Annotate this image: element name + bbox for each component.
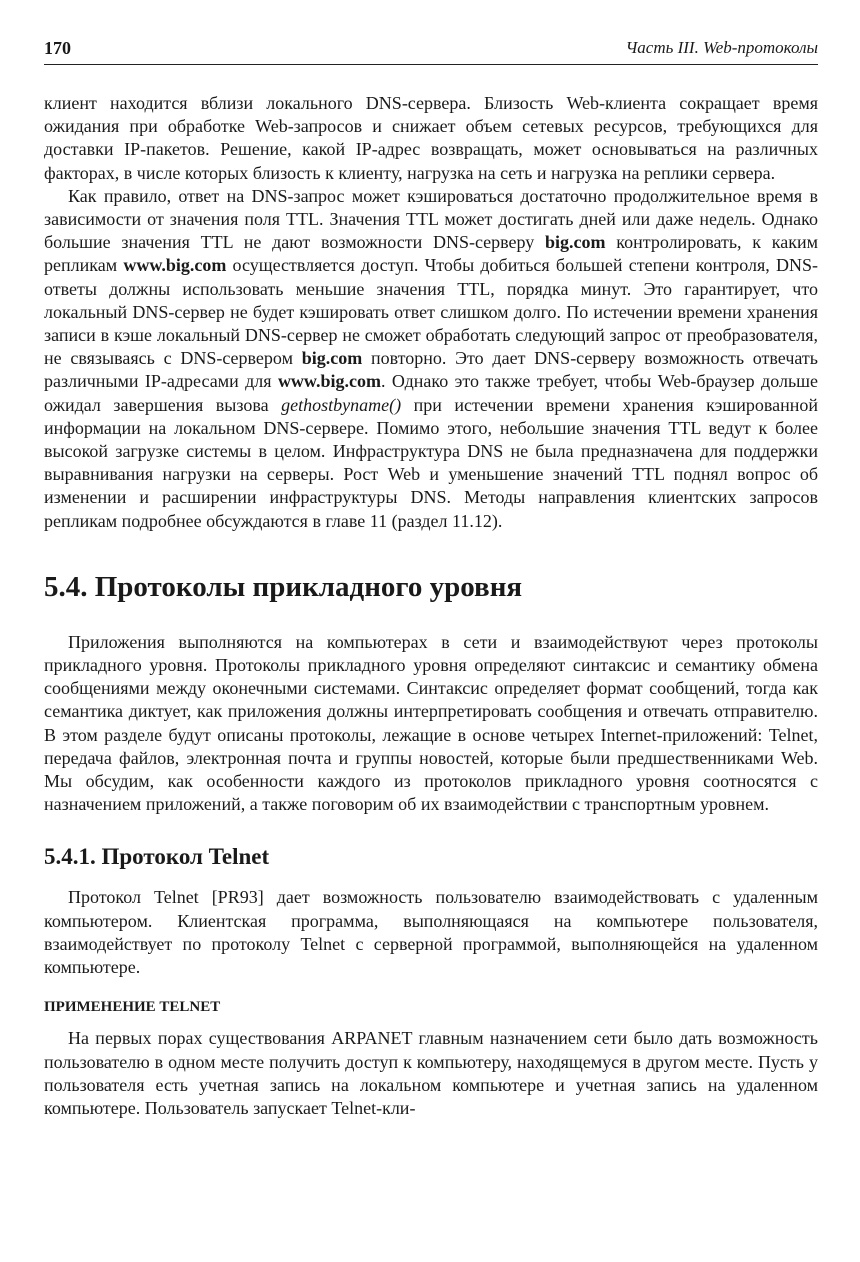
running-title: Часть III. Web-протоколы bbox=[625, 38, 818, 57]
domain-name: www.big.com bbox=[277, 371, 381, 392]
domain-name: big.com bbox=[545, 232, 606, 253]
text-run: осуществляется доступ. Чтобы добиться большей степени контроля, DNS-ответы должны использовать меньшие значения TTL, порядка минут. Это гарантирует, что локальный DNS-сервер не будет кэшировать ответ слишком долго. По истечении времени хранения записи в кэше локальный DNS-сервер не сможет обработать следующий запрос от преобразователя, не связываясь с DNS-сервером bbox=[44, 255, 819, 369]
subsection-heading: 5.4.1. Протокол Telnet bbox=[44, 844, 270, 870]
page-header bbox=[44, 38, 818, 65]
domain-name: big.com bbox=[301, 348, 363, 369]
function-name: gethostbyname() bbox=[281, 394, 402, 415]
paragraph-telnet-intro: Протокол Telnet [PR93] дает возможность пользователю взаимодействовать с удаленным компьютером. Клиентская программа, выполняющаяся на компьютере пользователя, взаимодействует по протоколу Telnet с серверной программой, выполняющейся на удаленном компьютере. bbox=[44, 887, 818, 978]
page-number: 170 bbox=[44, 38, 71, 58]
text-run: при истечении времени хранения кэшированной информации на локальном DNS-сервере. Помимо этого, небольшие значения TTL ведут к более высокой загрузке системы в целом. Инфраструктура DNS не была предназначена для поддержки выравнивания нагрузки на серверы. Рост Web и уменьшение значений TTL поднял вопрос об изменении и расширении инфраструктуры DNS. Методы направления клиентских запросов репликам подробнее обсуждаются в главе 11 (раздел 11.12). bbox=[44, 394, 819, 531]
text-run: контролировать, к каким репликам bbox=[44, 232, 818, 276]
paragraph-dns-ttl bbox=[44, 185, 818, 533]
text-run: повторно. Это дает DNS-серверу возможность отвечать различными IP-адресами для bbox=[44, 348, 818, 392]
paragraph-application-protocols: Приложения выполняются на компьютерах в сети и взаимодействуют через протоколы прикладного уровня. Протоколы прикладного уровня определяют синтаксис и семантику обмена сообщениями между оконечными системами. Синтаксис определяет формат сообщений, тогда как семантика диктует, как приложения должны интерпретировать сообщения и отвечать отправителю. В этом разделе будут описаны протоколы, лежащие в основе четырех Internet-приложений: Telnet, передача файлов, электронная почта и группы новостей, которые были предшественниками Web. Мы обсудим, как особенности каждого из протоколов прикладного уровня соотносятся с назначением приложений, а также поговорим об их взаимодействии с транспортным уровнем. bbox=[44, 631, 818, 815]
paragraph-telnet-usage: На первых порах существования ARPANET главным назначением сети было дать возможность пользователю в одном месте получить доступ к компьютеру, находящемуся в другом месте. Пусть у пользователя есть учетная запись на локальном компьютере и учетная запись на удаленном компьютере. Пользователь запускает Telnet-кли- bbox=[44, 1028, 818, 1118]
domain-name: www.big.com bbox=[123, 255, 227, 276]
section-heading: 5.4. Протоколы прикладного уровня bbox=[44, 570, 523, 603]
paragraph-continued: клиент находится вблизи локального DNS-сервера. Близость Web-клиента сокращает время ожидания при обработке Web-запросов и снижает объем сетевых ресурсов, требующихся для доставки IP-пакетов. Решение, какой IP-адрес возвращать, может основываться на различных факторах, в числе которых близость к клиенту, нагрузка на сеть и нагрузка на реплики сервера. bbox=[44, 93, 818, 183]
text-run: Как правило, ответ на DNS-запрос может кэшироваться достаточно продолжительное время в зависимости от значения поля TTL. Значения TTL может достигать дней или даже недель. Однако большие значения TTL не дают возможности DNS-серверу bbox=[44, 185, 818, 253]
subsubsection-heading: ПРИМЕНЕНИЕ TELNET bbox=[44, 999, 221, 1016]
text-run: . Однако это также требует, чтобы Web-браузер дольше ожидал завершения вызова bbox=[44, 371, 819, 415]
page-body bbox=[44, 92, 818, 1120]
